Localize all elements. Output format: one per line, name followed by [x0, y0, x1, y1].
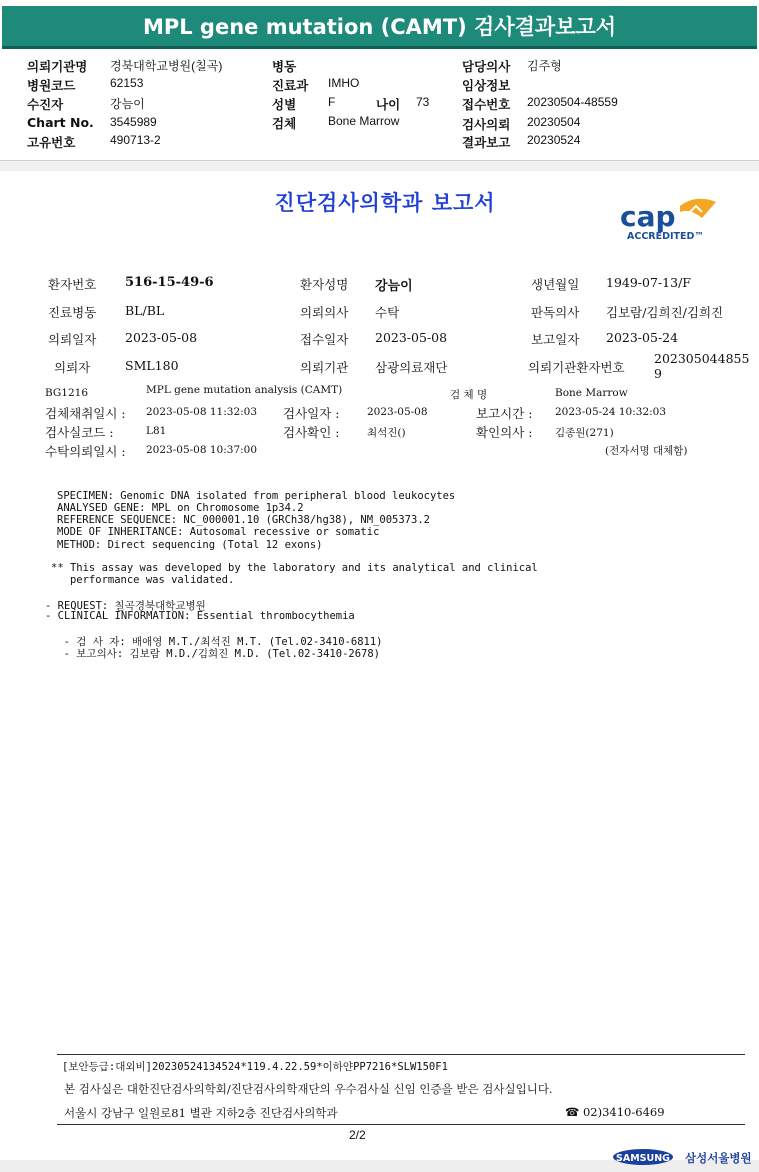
header-label: Chart No. — [27, 115, 94, 130]
field-label: 보고일자 — [531, 332, 580, 347]
header-value: 490713-2 — [110, 133, 161, 147]
field-label: 의뢰자 — [54, 360, 91, 375]
field-value: 202305044855 — [654, 351, 750, 366]
header-value: 62153 — [110, 76, 144, 90]
header-label: 병동 — [272, 59, 297, 74]
field-label: 의뢰의사 — [300, 305, 349, 320]
meta-value: 2023-05-08 10:37:00 — [146, 444, 258, 456]
title-bar — [0, 0, 759, 58]
body-line: METHOD: Direct sequencing (Total 12 exons) — [57, 539, 323, 551]
header-label: 성별 — [272, 97, 297, 112]
header-label: 결과보고 — [462, 135, 511, 150]
test-code: BG1216 — [45, 387, 89, 399]
patient-name: 강늠이 — [375, 279, 413, 294]
accredited-text: ACCREDITED™ — [627, 231, 704, 242]
footer-rule-top — [57, 1054, 745, 1055]
header-label: 임상정보 — [462, 78, 511, 93]
meta-label: 확인의사 : — [476, 425, 533, 440]
meta-label: 검 체 명 — [450, 389, 488, 401]
meta-label: 검체채취일시 : — [45, 406, 126, 421]
body-line: REFERENCE SEQUENCE: NC_000001.10 (GRCh38/hg38), NM_005373.2 — [57, 514, 430, 526]
header-value: 73 — [416, 95, 430, 109]
body-line: MODE OF INHERITANCE: Autosomal recessive or somatic — [57, 526, 380, 538]
header-label: 수진자 — [27, 97, 64, 112]
phone-line: ☎ 02)3410-6469 — [565, 1105, 665, 1119]
meta-label: 검사확인 : — [283, 425, 340, 440]
field-value: 2023-05-08 — [375, 330, 448, 345]
field-value: SML180 — [125, 358, 179, 373]
field-value: 삼광의료재단 — [375, 360, 448, 375]
report-title: MPL gene mutation (CAMT) 검사결과보고서 — [2, 6, 757, 49]
field-value: 수탁 — [375, 305, 400, 320]
header-label: 의뢰기관명 — [27, 59, 88, 74]
field-label: 환자성명 — [300, 277, 349, 292]
body-line: ANALYSED GENE: MPL on Chromosome 1p34.2 — [57, 502, 304, 514]
field-label: 진료병동 — [48, 305, 97, 320]
field-label: 의뢰기관 — [300, 360, 349, 375]
footer-rule-bottom — [57, 1124, 745, 1125]
header-value: F — [328, 95, 336, 109]
field-label: 생년월일 — [531, 277, 580, 292]
header-label: 고유번호 — [27, 135, 76, 150]
field-label: 의뢰기관환자번호 — [528, 360, 625, 375]
field-label: 환자번호 — [48, 277, 97, 292]
header-value: 김주형 — [527, 59, 562, 73]
header-label: 검사의뢰 — [462, 117, 511, 132]
note-line: performance was validated. — [51, 574, 235, 586]
test-name: MPL gene mutation analysis (CAMT) — [146, 384, 343, 396]
note-line: ** This assay was developed by the laboratory and its analytical and clinical — [51, 562, 538, 574]
header-value: 20230524 — [527, 133, 581, 147]
field-label: 의뢰일자 — [48, 332, 97, 347]
header-value: Bone Marrow — [328, 114, 400, 128]
security-line: [보안등급:대외비]20230524134524*119.4.22.59*이하얀PP7216*SLW150F1 — [62, 1061, 448, 1073]
samsung-hospital-logo — [613, 1146, 755, 1172]
request-line: - CLINICAL INFORMATION: Essential thrombocythemia — [45, 610, 355, 622]
header-value: 3545989 — [110, 115, 157, 129]
meta-value: L81 — [146, 425, 167, 437]
body-line: SPECIMEN: Genomic DNA isolated from peripheral blood leukocytes — [57, 490, 456, 502]
section-divider — [0, 160, 759, 171]
patient-id: 516-15-49-6 — [125, 275, 214, 290]
staff-line: - 검 사 자: 배애영 M.T./최석진 M.T. (Tel.02-3410-6811) — [51, 636, 383, 648]
header-label: 진료과 — [272, 78, 309, 93]
field-value: 김보람/김희진/김희진 — [606, 305, 724, 320]
header-label: 병원코드 — [27, 78, 76, 93]
header-value: IMHO — [328, 76, 360, 90]
meta-value: Bone Marrow — [555, 387, 628, 399]
page-number: 2/2 — [349, 1128, 366, 1142]
field-value: 1949-07-13/F — [606, 275, 691, 290]
cap-accredited-logo — [618, 196, 723, 242]
request-line: - REQUEST: 칠곡경북대학교병원 — [45, 600, 206, 612]
lab-report-title: 진단검사의학과 보고서 — [274, 191, 496, 215]
meta-value: 2023-05-08 — [367, 406, 428, 418]
header-value: 경북대학교병원(칠곡) — [110, 59, 223, 73]
esign-note: (전자서명 대체함) — [605, 445, 688, 457]
certification-line: 본 검사실은 대한진단검사의학회/진단검사의학재단의 우수검사실 신임 인증을 받은 검사실입니다. — [64, 1082, 553, 1096]
field-label: 판독의사 — [531, 305, 580, 320]
hospital-text: 삼성서울병원 — [685, 1151, 752, 1165]
meta-label: 검사일자 : — [283, 406, 340, 421]
meta-label: 보고시간 : — [476, 406, 533, 421]
header-label: 접수번호 — [462, 97, 511, 112]
cap-text: cap — [620, 200, 676, 233]
meta-value: 김종원(271) — [555, 427, 614, 439]
header-value: 20230504 — [527, 115, 581, 129]
address-line: 서울시 강남구 일원로81 별관 지하2층 진단검사의학과 — [64, 1106, 338, 1120]
field-label: 접수일자 — [300, 332, 349, 347]
meta-label: 검사실코드 : — [45, 425, 114, 440]
header-label: 담당의사 — [462, 59, 511, 74]
field-value: 2023-05-08 — [125, 330, 198, 345]
meta-value: 2023-05-08 11:32:03 — [146, 406, 258, 418]
header-value: 20230504-48559 — [527, 95, 618, 109]
meta-value: 2023-05-24 10:32:03 — [555, 406, 667, 418]
staff-line: - 보고의사: 김보람 M.D./김희진 M.D. (Tel.02-3410-2678) — [51, 648, 381, 660]
samsung-text: SAMSUNG — [616, 1153, 670, 1164]
meta-label: 수탁의뢰일시 : — [45, 444, 126, 459]
meta-value: 최석진() — [367, 427, 406, 439]
field-value: 2023-05-24 — [606, 330, 679, 345]
header-label: 검체 — [272, 116, 297, 131]
header-label: 나이 — [376, 97, 401, 112]
field-value: BL/BL — [125, 303, 165, 318]
header-value: 강늠이 — [110, 97, 145, 111]
field-value: 9 — [654, 366, 662, 381]
